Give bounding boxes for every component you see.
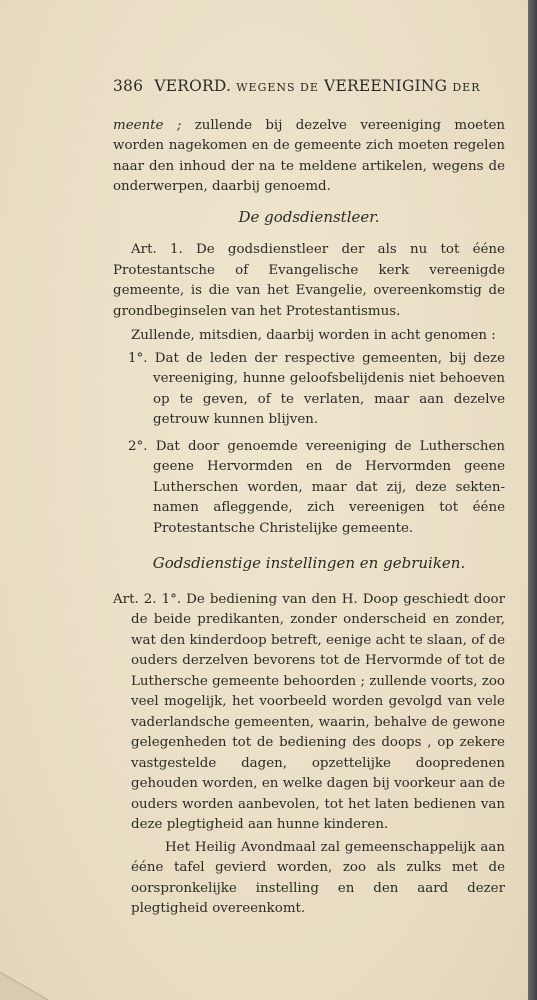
intro-text: zullende bij dezelve vereeniging moeten worden nagekomen en de gemeente zich moeten regelen naar den inhoud der na te meldene artikelen, wegens de onderwerpen, daarbij genoemd. — [113, 117, 506, 194]
page-text — [113, 76, 505, 920]
page-corner-fold — [0, 960, 60, 1000]
book-spine-shadow — [528, 0, 537, 1000]
header-title-4: DER — [452, 81, 481, 94]
header-title-1: VERORD. — [154, 77, 232, 95]
header-title-2: WEGENS DE — [236, 81, 319, 94]
list-item-1: 1°. Dat de leden der respective gemeenten, bij deze vereeniging, hunne geloofsbelijdenis niet behoeven op te geven, of te verlaten, maar aan dezelve getrouw kunnen blijven. — [128, 350, 505, 427]
avondmaal-paragraph: Het Heilig Avondmaal zal gemeenschappelijk aan ééne tafel gevierd worden, zoo als zulks met de oorspronkelijke instelling en den aard dezer plegtigheid overeenkomt. — [131, 839, 505, 916]
zullende-paragraph: Zullende, mitsdien, daarbij worden in acht genomen : — [131, 328, 496, 343]
list-item-2: 2°. Dat door genoemde vereeniging de Lutherschen geene Hervormden en de Hervormden geene Lutherschen worden, maar dat zij, deze sekten-namen afleggende, zich vereenigen tot ééne Protestantsche Christelijke gemeente. — [128, 438, 505, 536]
section-title-godsdienstleer: De godsdienstleer. — [238, 207, 380, 226]
article-2: Art. 2. 1°. De bediening van den H. Doop geschiedt door de beide predikanten, zonder onderscheid en zonder, wat den kinderdoop betreft, eenige acht te slaan, of de ouders derzelven bevorens tot de Hervormde of tot de Luthersche gemeente behoorden ; zullende voorts, zoo veel mogelijk, het voorbeeld worden gevolgd van vele vaderlandsche gemeenten, waarin, behalve de gewone gelegenheden tot de bediening des doops , op zekere vastgestelde dagen, opzettelijke doopredenen gehouden worden, en welke dagen bij voorkeur aan de ouders worden aanbevolen, tot het laten bedienen van deze plegtigheid aan hunne kinderen. — [113, 591, 505, 832]
intro-paragraph — [113, 116, 505, 198]
header-title-3: VEREENIGING — [324, 77, 448, 95]
intro-lead-word: meente ; — [113, 117, 182, 133]
page-number: 386 — [113, 77, 144, 95]
running-header — [113, 76, 505, 99]
article-1: Art. 1. De godsdienstleer der als nu tot ééne Protestantsche of Evangelische kerk vereenigde gemeente, is die van het Evangelie, overeenkomstig de grondbeginselen van het Protestantismus. — [113, 242, 505, 319]
section-title-instellingen: Godsdienstige instellingen en gebruiken. — [152, 554, 466, 572]
